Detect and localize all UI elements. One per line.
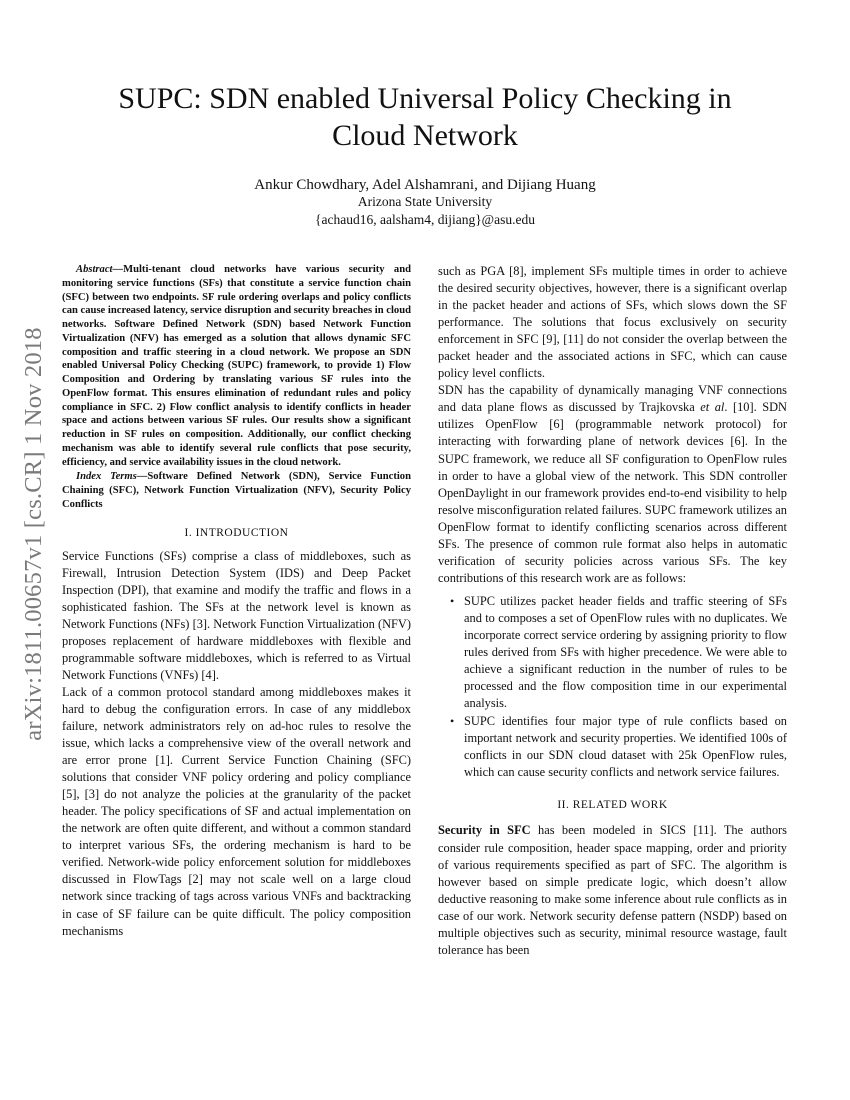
index-terms xyxy=(62,470,411,511)
author-emails: {achaud16, aalsham4, dijiang}@asu.edu xyxy=(315,212,535,227)
left-column xyxy=(62,263,411,940)
arxiv-side-label xyxy=(14,294,54,774)
section-heading-introduction: I. INTRODUCTION xyxy=(184,526,289,539)
title-line-2: Cloud Network xyxy=(332,119,518,152)
list-item xyxy=(450,593,787,712)
author-list: Ankur Chowdhary, Adel Alshamrani, and Dijiang Huang xyxy=(254,177,596,193)
list-item-text: SUPC identifies four major type of rule conflicts based on important network and security properties. We identified 100s of conflicts in our SDN cloud dataset with 25k OpenFlow rules, which can cause security conflicts and network service failures. xyxy=(464,714,787,780)
list-item xyxy=(450,713,787,781)
bullet-icon: • xyxy=(450,714,455,729)
bullet-icon: • xyxy=(450,593,455,608)
intro-paragraph-2: Lack of a common protocol standard among middleboxes makes it hard to debug the configuration errors. In case of any middlebox failure, network administrators rely on ad-hoc rules to resolve the issue, which lacks a comprehensive view of the overall network and are error prone [1]. Current Service Function Chaining (SFC) solutions that consider VNF policy ordering and policy compliance [5], [3] do not analyze the policies at the granularity of the packet header. The policy specifications of SF and actual implementation on the network are often quite different, and without a common standard to interpret various SFs, the ordering mechanism is hard to be verified. Network-wide policy enforcement solution for middleboxes discussed in FlowTags [2] may not scale well on a large cloud network since tracking of tags across various VNFs and backtracking in case of SF failure can be quite difficult. The policy composition mechanisms xyxy=(62,684,411,938)
right-paragraph-2-part-b: . [10]. SDN utilizes OpenFlow [6] (programmable network protocol) for interacting with forwarding plane of network devices [6]. In the SUPC framework, we reduce all SF configuration to OpenFlow rules in order to have a global view of the network. This SDN controller OpenDaylight in our framework provides end-to-end visibility to help resolve misconfiguration related failures. SUPC framework utilizes an OpenFlow format to identify conflicting scenarios across different SFs. The presence of common rule format also helps in automatic verification of security policies across various SFs. The key contributions of this research work are as follows: xyxy=(438,400,787,585)
related-work-paragraph xyxy=(438,822,787,958)
index-terms-text: Software Defined Network (SDN), Service Function Chaining (SFC), Network Function Virtualization (NFV), Security Policy Conflicts xyxy=(62,471,411,510)
abstract xyxy=(62,263,411,469)
right-column xyxy=(438,263,787,959)
index-terms-label: Index Terms— xyxy=(76,471,148,483)
abstract-label: Abstract— xyxy=(76,264,124,275)
affiliation: Arizona State University xyxy=(357,194,493,209)
intro-paragraph-1: Service Functions (SFs) comprise a class of middleboxes, such as Firewall, Intrusion Detection System (IDS) and Deep Packet Inspection (DPI), that examine and modify the traffic and flows in a sophisticated fashion. The SFs at the network level is known as Network Functions (NFs) [3]. Network Function Virtualization (NFV) proposes replacement of hardware middleboxes with flexible and programmable software middleboxes, which is referred to as Virtual Network Functions (VNFs) [4]. xyxy=(62,548,411,682)
list-item-text: SUPC utilizes packet header fields and traffic steering of SFs and to composes a set of OpenFlow rules with no duplicates. We incorporate correct service ordering by assigning priority to flow rules derived from SFs with higher precedence. We were able to achieve a significant reduction in the number of rules to be processed and the flow composition time in our experimental analysis. xyxy=(464,593,787,711)
right-paragraph-1: such as PGA [8], implement SFs multiple times in order to achieve the desired security objectives, however, there is a significant overlap in the packet header and actions of SFs, which slows down the SF performance. The solutions that focus exclusively on security enforcement in SFC [9], [11] do not consider the overlap between the packet header and the associated actions in SFC, which can cause policy level conflicts. xyxy=(438,264,787,381)
section-heading-related-work: II. RELATED WORK xyxy=(557,799,668,812)
right-paragraph-2-part-a: SDN has the capability of dynamically managing VNF connections and data plane flows as discussed by Trajkovska xyxy=(438,383,787,415)
paper-title xyxy=(60,80,790,154)
et-al-italic: et al xyxy=(700,400,725,415)
related-work-lead: Security in SFC xyxy=(438,823,531,838)
contributions-list xyxy=(438,593,787,782)
related-work-text: has been modeled in SICS [11]. The authors consider rule composition, header space mapping, order and priority of various requirements specified as part of SFC. The algorithm is however based on simple predicate logic, which doesn’t allow deductive reasoning to make some inference about rule conflicts as in case of our work. Network security defense pattern (NSDP) based on multiple objectives such as security, minimal resource wastage, fault tolerance has been xyxy=(438,823,787,957)
right-paragraph-2 xyxy=(438,382,787,587)
abstract-text: Multi-tenant cloud networks have various security and monitoring service functions (SFs) that constitute a service function chain (SFC) between two endpoints. SF rule ordering overlaps and policy conflicts can cause increased latency, service disruption and security breaches in cloud networks. Software Defined Network (SDN) based Network Function Virtualization (NFV) has emerged as a solution that allows dynamic SFC composition and traffic steering in a cloud network. We propose an SDN enabled Universal Policy Checking (SUPC) framework, to provide 1) Flow Composition and Ordering by translating various SF rules into the OpenFlow format. This ensures elimination of redundant rules and policy compliance in SFC. 2) Flow conflict analysis to identify conflicts in header space and actions between various SF rules. Our results show a significant reduction in SF rules on composition. Additionally, our conflict checking mechanism was able to identify several rule conflicts that pose security, efficiency, and service availability issues in the cloud network. xyxy=(62,264,411,468)
arxiv-id-text: arXiv:1811.00657v1 [cs.CR] 1 Nov 2018 xyxy=(20,327,47,741)
title-line-1: SUPC: SDN enabled Universal Policy Checking in xyxy=(118,82,732,115)
